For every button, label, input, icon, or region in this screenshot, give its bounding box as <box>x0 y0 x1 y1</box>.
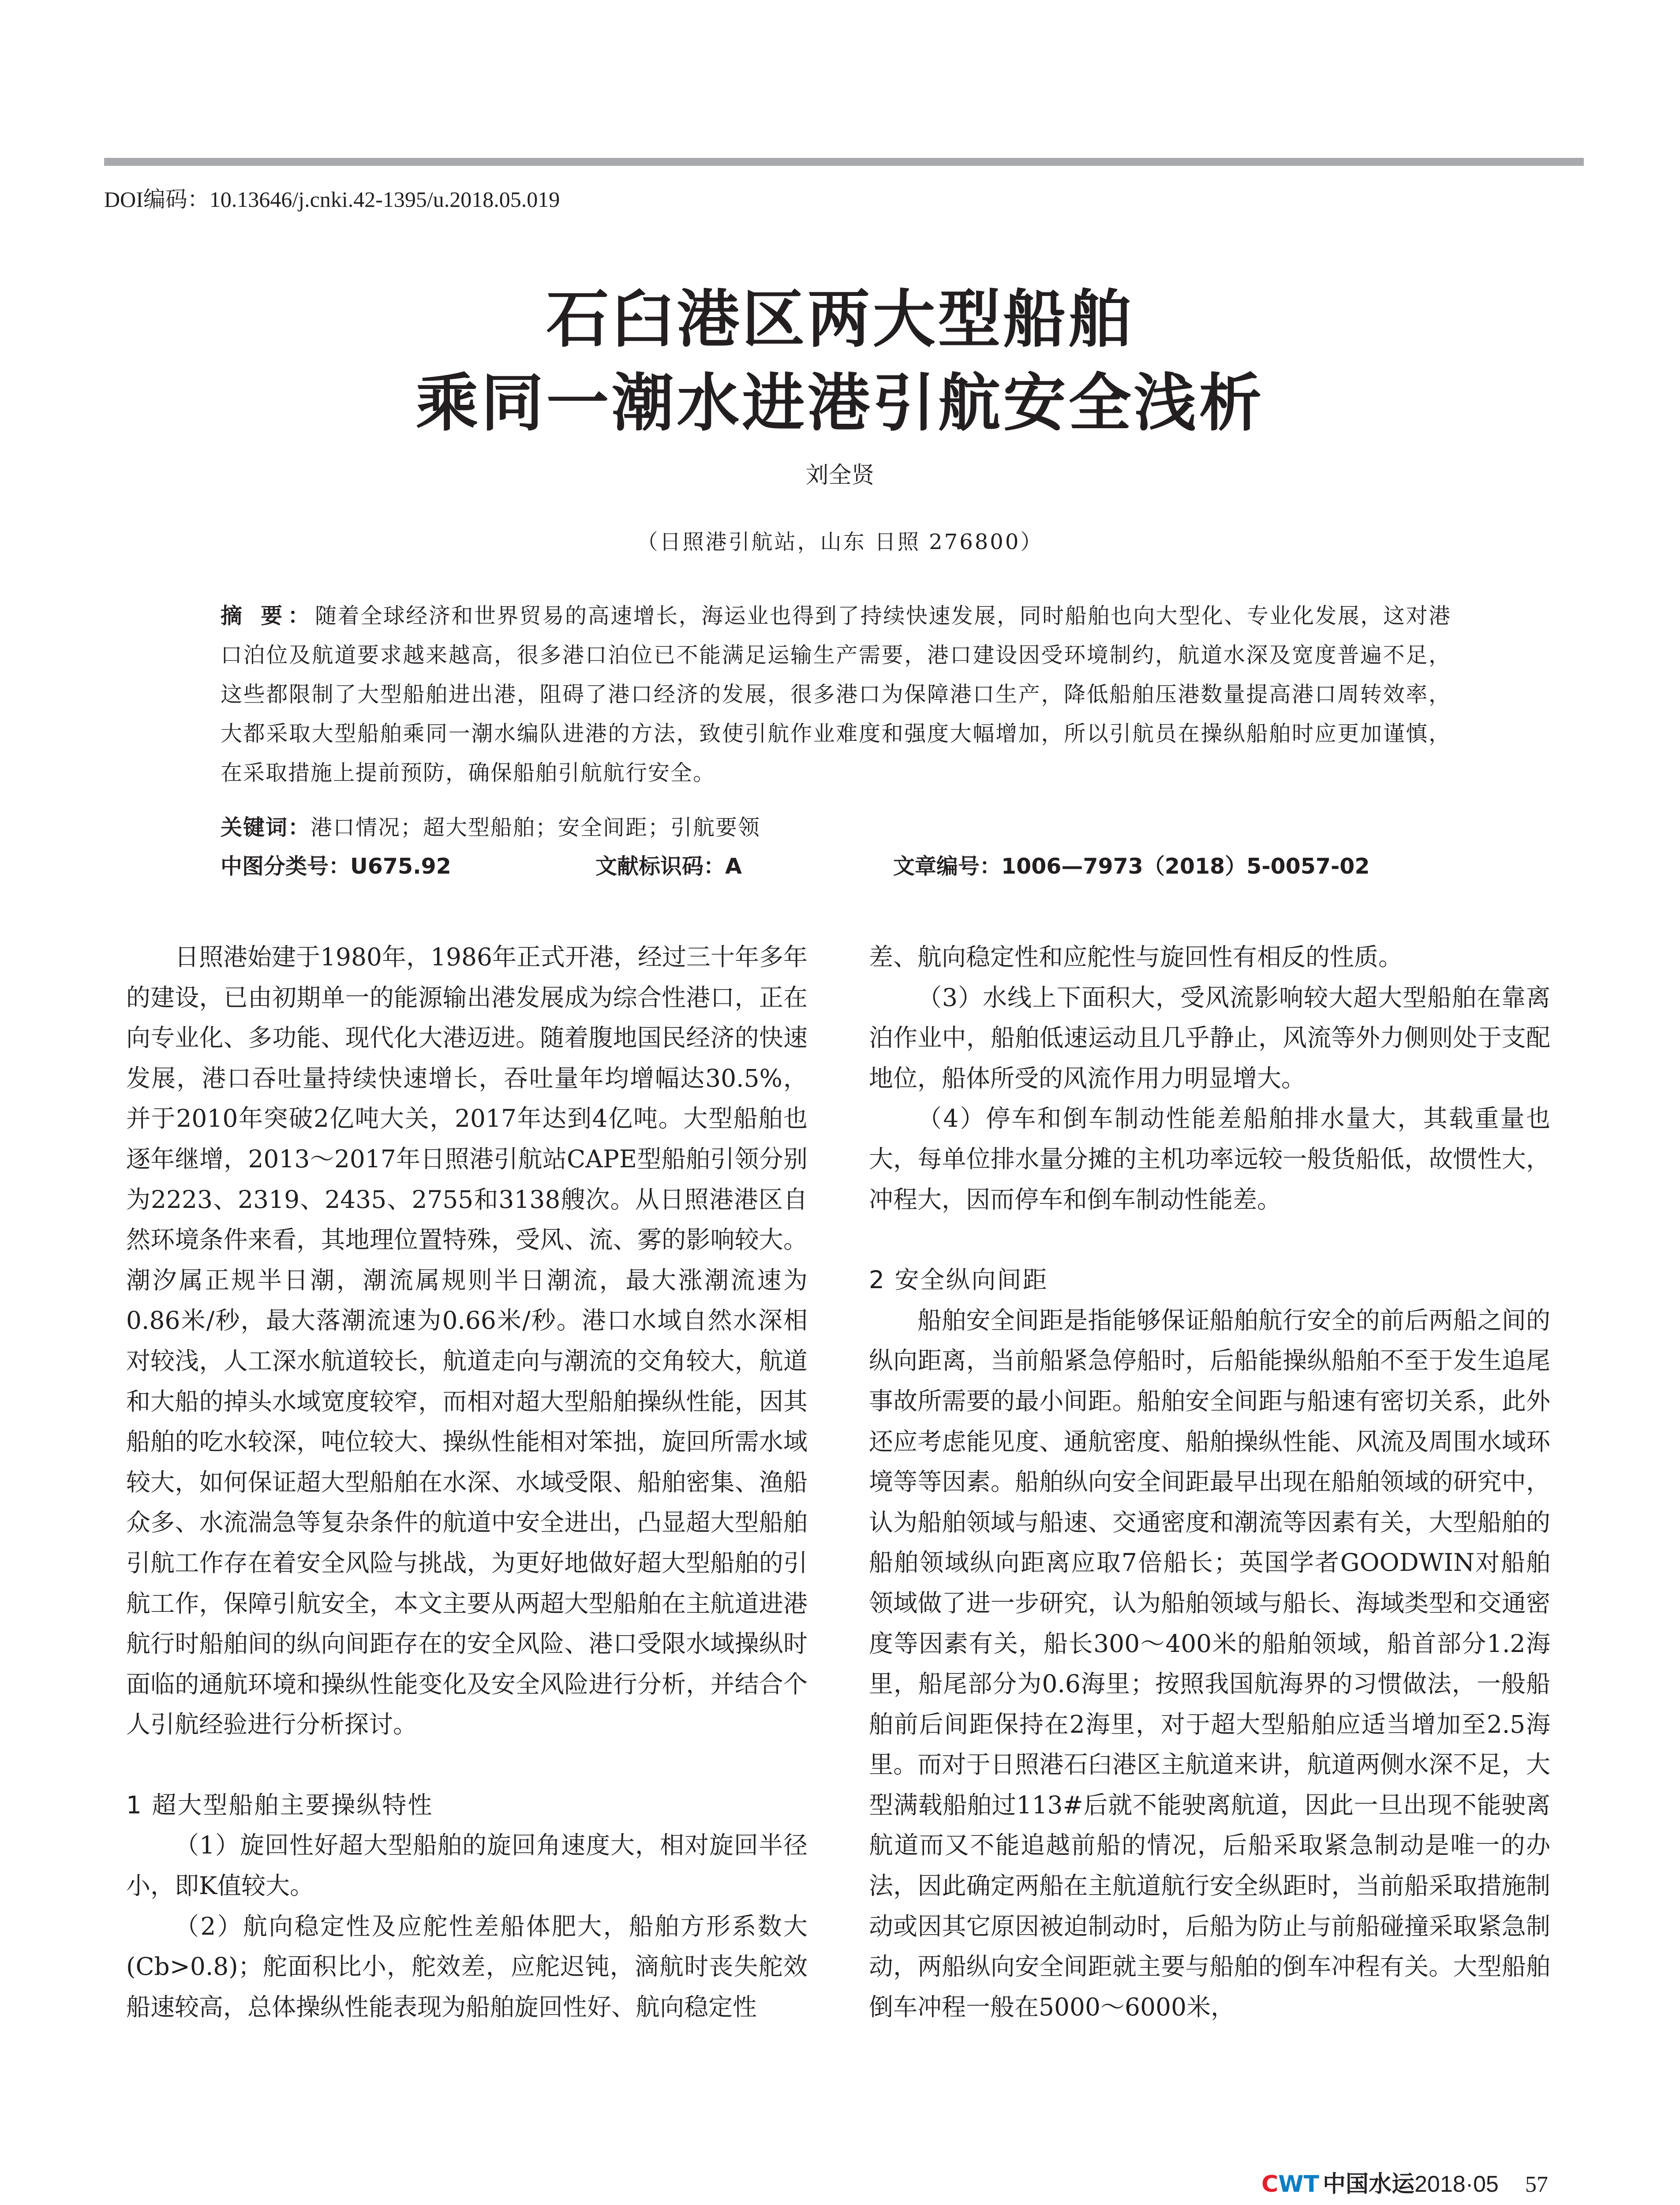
abstract <box>221 596 1451 792</box>
keywords-text: 港口情况；超大型船舶；安全间距；引航要领 <box>311 815 761 840</box>
section-heading-1: 1 超大型船舶主要操纵特性 <box>126 1790 434 1819</box>
journal-logo-c: C <box>1261 2171 1279 2198</box>
keywords <box>221 811 760 841</box>
section-gap <box>869 1220 1550 1260</box>
journal-name: 中国水运 <box>1323 2171 1415 2198</box>
article-title-line2: 乘同一潮水进港引航安全浅析 <box>415 366 1265 440</box>
left-column <box>126 937 808 2027</box>
article-title-line1: 石臼港区两大型船舶 <box>546 283 1134 356</box>
abstract-text: 随着全球经济和世界贸易的高速增长，海运业也得到了持续快速发展，同时船舶也向大型化、专业化发展，这对港口泊位及航道要求越来越高，很多港口泊位已不能满足运输生产需要，港口建设因受环境制约，航道水深及宽度普遍不足，这些都限制了大型船舶进出港，阻碍了港口经济的发展，很多港口为保障港口生产，降低船舶压港数量提高港口周转效率，大都采取大型船舶乘同一潮水编队进港的方法，致使引航作业难度和强度大幅增加，所以引航员在操纵船舶时应更加谨慎，在采取措施上提前预防，确保船舶引航航行安全。 <box>221 603 1451 785</box>
section-heading-2: 2 安全纵向间距 <box>869 1266 1048 1294</box>
list-item-1: （1）旋回性好超大型船舶的旋回角速度大，相对旋回半径小，即K值较大。 <box>126 1831 808 1900</box>
keywords-label: 关键词： <box>221 815 311 840</box>
intro-paragraph: 日照港始建于1980年，1986年正式开港，经过三十年多年的建设，已由初期单一的能源输出港发展成为综合性港口，正在向专业化、多功能、现代化大港迈进。随着腹地国民经济的快速发展，港口吞吐量持续快速增长，吞吐量年均增幅达30.5%，并于2010年突破2亿吨大关，2017年达到4亿吨。大型船舶也逐年继增，2013～2017年日照港引航站CAPE型船舶引领分别为2223、2319、2435、2755和3138艘次。从日照港港区自然环境条件来看，其地理位置特殊，受风、流、雾的影响较大。潮汐属正规半日潮，潮流属规则半日潮流，最大涨潮流速为0.86米/秒，最大落潮流速为0.66米/秒。港口水域自然水深相对较浅，人工深水航道较长，航道走向与潮流的交角较大，航道和大船的掉头水域宽度较窄，而相对超大型船舶操纵性能，因其船舶的吃水较深，吨位较大、操纵性能相对笨拙，旋回所需水域较大，如何保证超大型船舶在水深、水域受限、船舶密集、渔船众多、水流湍急等复杂条件的航道中安全进出，凸显超大型船舶引航工作存在着安全风险与挑战，为更好地做好超大型船舶的引航工作，保障引航安全，本文主要从两超大型船舶在主航道进港航行时船舶间的纵向间距存在的安全风险、港口受限水域操纵时面临的通航环境和操纵性能变化及安全风险进行分析，并结合个人引航经验进行分析探讨。 <box>126 943 808 1739</box>
issue-date: 2018·05 <box>1414 2171 1499 2197</box>
journal-logo-wt: WT <box>1278 2171 1319 2198</box>
document-code: 文献标识码：A <box>595 854 742 879</box>
top-rule <box>104 158 1584 166</box>
abstract-label: 摘 要： <box>221 603 315 628</box>
page-footer <box>1261 2165 1548 2198</box>
right-column <box>869 937 1550 2027</box>
author-name: 刘全贤 <box>805 462 875 489</box>
list-item-2: （2）航向稳定性及应舵性差船体肥大，船舶方形系数大(Cb>0.8)；舵面积比小，舵效差，应舵迟钝，滴航时丧失舵效船速较高，总体操纵性能表现为船舶旋回性好、航向稳定性 <box>126 1912 808 2021</box>
list-item-2-continued: 差、航向稳定性和应舵性与旋回性有相反的性质。 <box>869 943 1403 971</box>
section-2-paragraph: 船舶安全间距是指能够保证船舶航行安全的前后两船之间的纵向距离，当前船紧急停船时，后船能操纵船舶不至于发生追尾事故所需要的最小间距。船舶安全间距与船速有密切关系，此外还应考虑能见度、通航密度、船舶操纵性能、风流及周围水域环境等等因素。船舶纵向安全间距最早出现在船舶领域的研究中，认为船舶领域与船速、交通密度和潮流等因素有关，大型船舶的船舶领域纵向距离应取7倍船长；英国学者GOODWIN对船舶领域做了进一步研究，认为船舶领域与船长、海域类型和交通密度等因素有关，船长300～400米的船舶领域，船首部分1.2海里，船尾部分为0.6海里；按照我国航海界的习惯做法，一般船舶前后间距保持在2海里，对于超大型船舶应适当增加至2.5海里。而对于日照港石臼港区主航道来讲，航道两侧水深不足，大型满载船舶过113#后就不能驶离航道，因此一旦出现不能驶离航道而又不能追越前船的情况，后船采取紧急制动是唯一的办法，因此确定两船在主航道航行安全纵距时，当前船采取措施制动或因其它原因被迫制动时，后船为防止与前船碰撞采取紧急制动，两船纵向安全间距就主要与船舶的倒车冲程有关。大型船舶倒车冲程一般在5000～6000米， <box>869 1306 1550 2021</box>
clc-number: 中图分类号：U675.92 <box>221 854 451 879</box>
article-number: 文章编号：1006—7973（2018）5-0057-02 <box>893 854 1370 879</box>
section-gap <box>126 1745 808 1785</box>
author-affiliation: （日照港引航站，山东 日照 276800） <box>636 530 1044 554</box>
doi-line: DOI编码：10.13646/j.cnki.42-1395/u.2018.05.019 <box>104 187 560 212</box>
list-item-3: （3）水线上下面积大，受风流影响较大超大型船舶在靠离泊作业中，船舶低速运动且几乎静止，风流等外力侧则处于支配地位，船体所受的风流作用力明显增大。 <box>869 983 1550 1092</box>
page-number: 57 <box>1525 2172 1548 2197</box>
list-item-4: （4）停车和倒车制动性能差船舶排水量大，其载重量也大，每单位排水量分摊的主机功率远较一般货船低，故惯性大，冲程大，因而停车和倒车制动性能差。 <box>869 1104 1550 1214</box>
